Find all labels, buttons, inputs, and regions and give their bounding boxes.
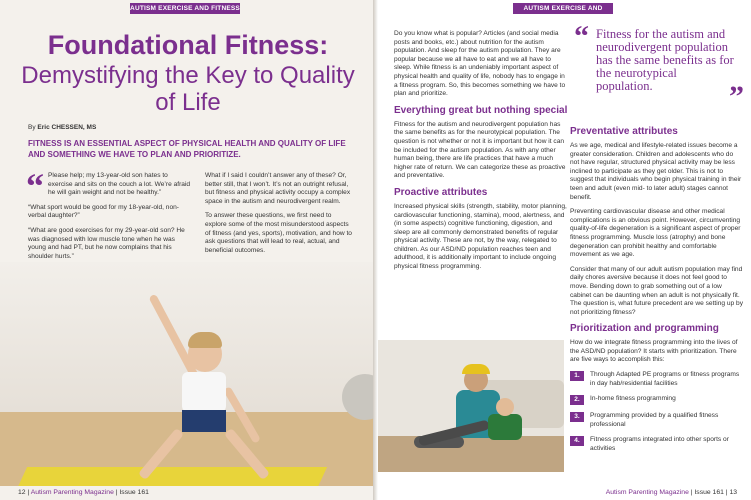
article-title: Foundational Fitness: [47,30,329,60]
list-item [570,436,744,453]
child-stretching-photo [0,262,373,486]
list-number: 2. [570,395,584,405]
article-subtitle: Demystifying the Key to Quality of Life [21,62,355,116]
section-tag: AUTISM EXERCISE AND FITNESS [513,3,613,14]
paragraph: “What sport would be good for my 18-year-old, non-verbal daughter?” [28,203,179,220]
left-column-1 [28,172,194,267]
list-item [570,395,744,405]
issue-number: Issue 161 [694,489,724,496]
magazine-name: Autism Parenting Magazine [30,489,114,496]
issue-number: Issue 161 [119,489,149,496]
paragraph: Increased physical skills (strength, stability, motor planning, cardiovascular functioning, stamina), mood, alertness, and (in some aspects) cognitive functioning, digestion, and sleep are all commonly demonstrated benefits of regular physical activity. These are not, by the way, relegated to children. As our ASD/ND population reaches teen and adulthood, it is additionally important to include ongoing physical fitness programming. [394,202,567,271]
list-text: Programming provided by a qualified fitness professional [590,412,719,428]
paragraph: Please help; my 13-year-old son hates to exercise and sits on the couch a lot. We’re afraid he will gain weight and not be healthy.” [48,172,191,197]
left-column-2 [205,172,352,261]
byline-author: Eric CHESSEN, MS [37,124,97,131]
paragraph: How do we integrate fitness programming into the lives of the ASD/ND population? It starts with prioritization. There are five ways to accomplish this: [570,339,738,364]
paragraph: To answer these questions, we first need to explore some of the most misunderstood aspects of fitness (and yes, sports), motivation, and how to ask questions that will lead to real, actual, and beneficial outcomes. [205,212,352,254]
heading-prioritization: Prioritization and programming [570,323,719,335]
right-footer: Autism Parenting Magazine | Issue 161 | 13 [605,489,737,496]
paragraph: Do you know what is popular? Articles (and social media posts and books, etc.) about nutrition for the autism population. And sleep for the autism population. They are popular because we all have to eat and we all have to sleep. While fitness is an undeniably important aspect of physical health and quality of life, nobody has to engage in a fitness program. So, this becomes something we have to plan and prioritize. [394,30,566,98]
left-footer: 12 | Autism Parenting Magazine | Issue 161 [18,489,149,496]
byline-prefix: By [28,124,36,131]
numbered-list [570,371,744,454]
paragraph: As we age, medical and lifestyle-related issues become a greater consideration. Children and adolescents who do not have regular, structured physical activity may be less inclined to participate as they get older. This is not to suggest that individuals who begin physical training in their teen and adult (even mid- to later adult) stages cannot benefit. [570,142,742,201]
list-number: 3. [570,412,584,422]
list-text: Fitness programs integrated into other sports or activities [590,436,729,453]
byline [28,124,96,131]
left-page [0,0,373,500]
page-number: 13 [729,489,737,496]
right-column-2 [570,120,744,461]
paragraph: Preventing cardiovascular disease and other medical complications is an obvious point. However, circumventing quality-of-life degeneration is a significant aspect of proper fitness programming. Muscle loss (atrophy) and bone degeneration can prohibit healthy and comfortable movement as we age. [570,208,741,259]
magazine-name: Autism Parenting Magazine [605,489,689,496]
open-quote-icon: “ [26,166,44,206]
open-quote-icon: “ [574,20,589,53]
list-item [570,371,744,388]
pull-quote [574,20,744,113]
section-tag: AUTISM EXERCISE AND FITNESS [130,5,240,12]
yoga-mat [17,467,327,486]
pull-quote-text: Fitness for the autism and neurodivergent population has the same benefits as for the neurotypical population. [596,27,734,93]
list-text: In-home fitness programming [590,395,676,403]
intro-deck: FITNESS IS AN ESSENTIAL ASPECT OF PHYSICAL HEALTH AND QUALITY OF LIFE AND SOMETHING WE HAVE TO PLAN AND PRIORITIZE. [28,139,346,159]
list-text: Through Adapted PE programs or fitness programs in day hab/residential facilities [590,371,740,387]
paragraph: Consider that many of our adult autism population may find daily chores aversive because it does not feel good to move. Bending down to grab something out of a low cabinet can be daunting when an adult is not physically fit. The question is, what future precedent are we setting up by not prioritizing fitness? [570,265,744,316]
right-page [378,0,751,500]
heading-everything-great: Everything great but nothing special [394,104,568,116]
list-number: 1. [570,371,584,381]
list-number: 4. [570,436,584,446]
list-item [570,412,744,429]
paragraph: What if I said I couldn’t answer any of these? Or, better still, that I won’t. It’s not an outright refusal, but fitness and physical activity occupy a complex space in the autism and neurodivergent realm. [205,172,351,205]
paragraph: “What are good exercises for my 29-year-old son? He was diagnosed with low muscle tone when he was young and had PT, but he now complains that his shoulder hurts.” [28,226,185,260]
heading-preventative: Preventative attributes [570,126,678,137]
paragraph: Fitness for the autism and neurodivergent population has the same benefits as for the neurotypical population. The question is not whether or not it is important but how it can be included for the autism population. As with any other human being, there are life practices that have a much higher rate of return. We can categorize these as proactive and preventative. [394,120,566,180]
trainer-with-child-photo [378,340,564,472]
page-number: 12 [18,489,26,496]
close-quote-icon: ” [729,80,744,113]
heading-proactive: Proactive attributes [394,186,488,198]
right-column-1 [394,30,568,278]
